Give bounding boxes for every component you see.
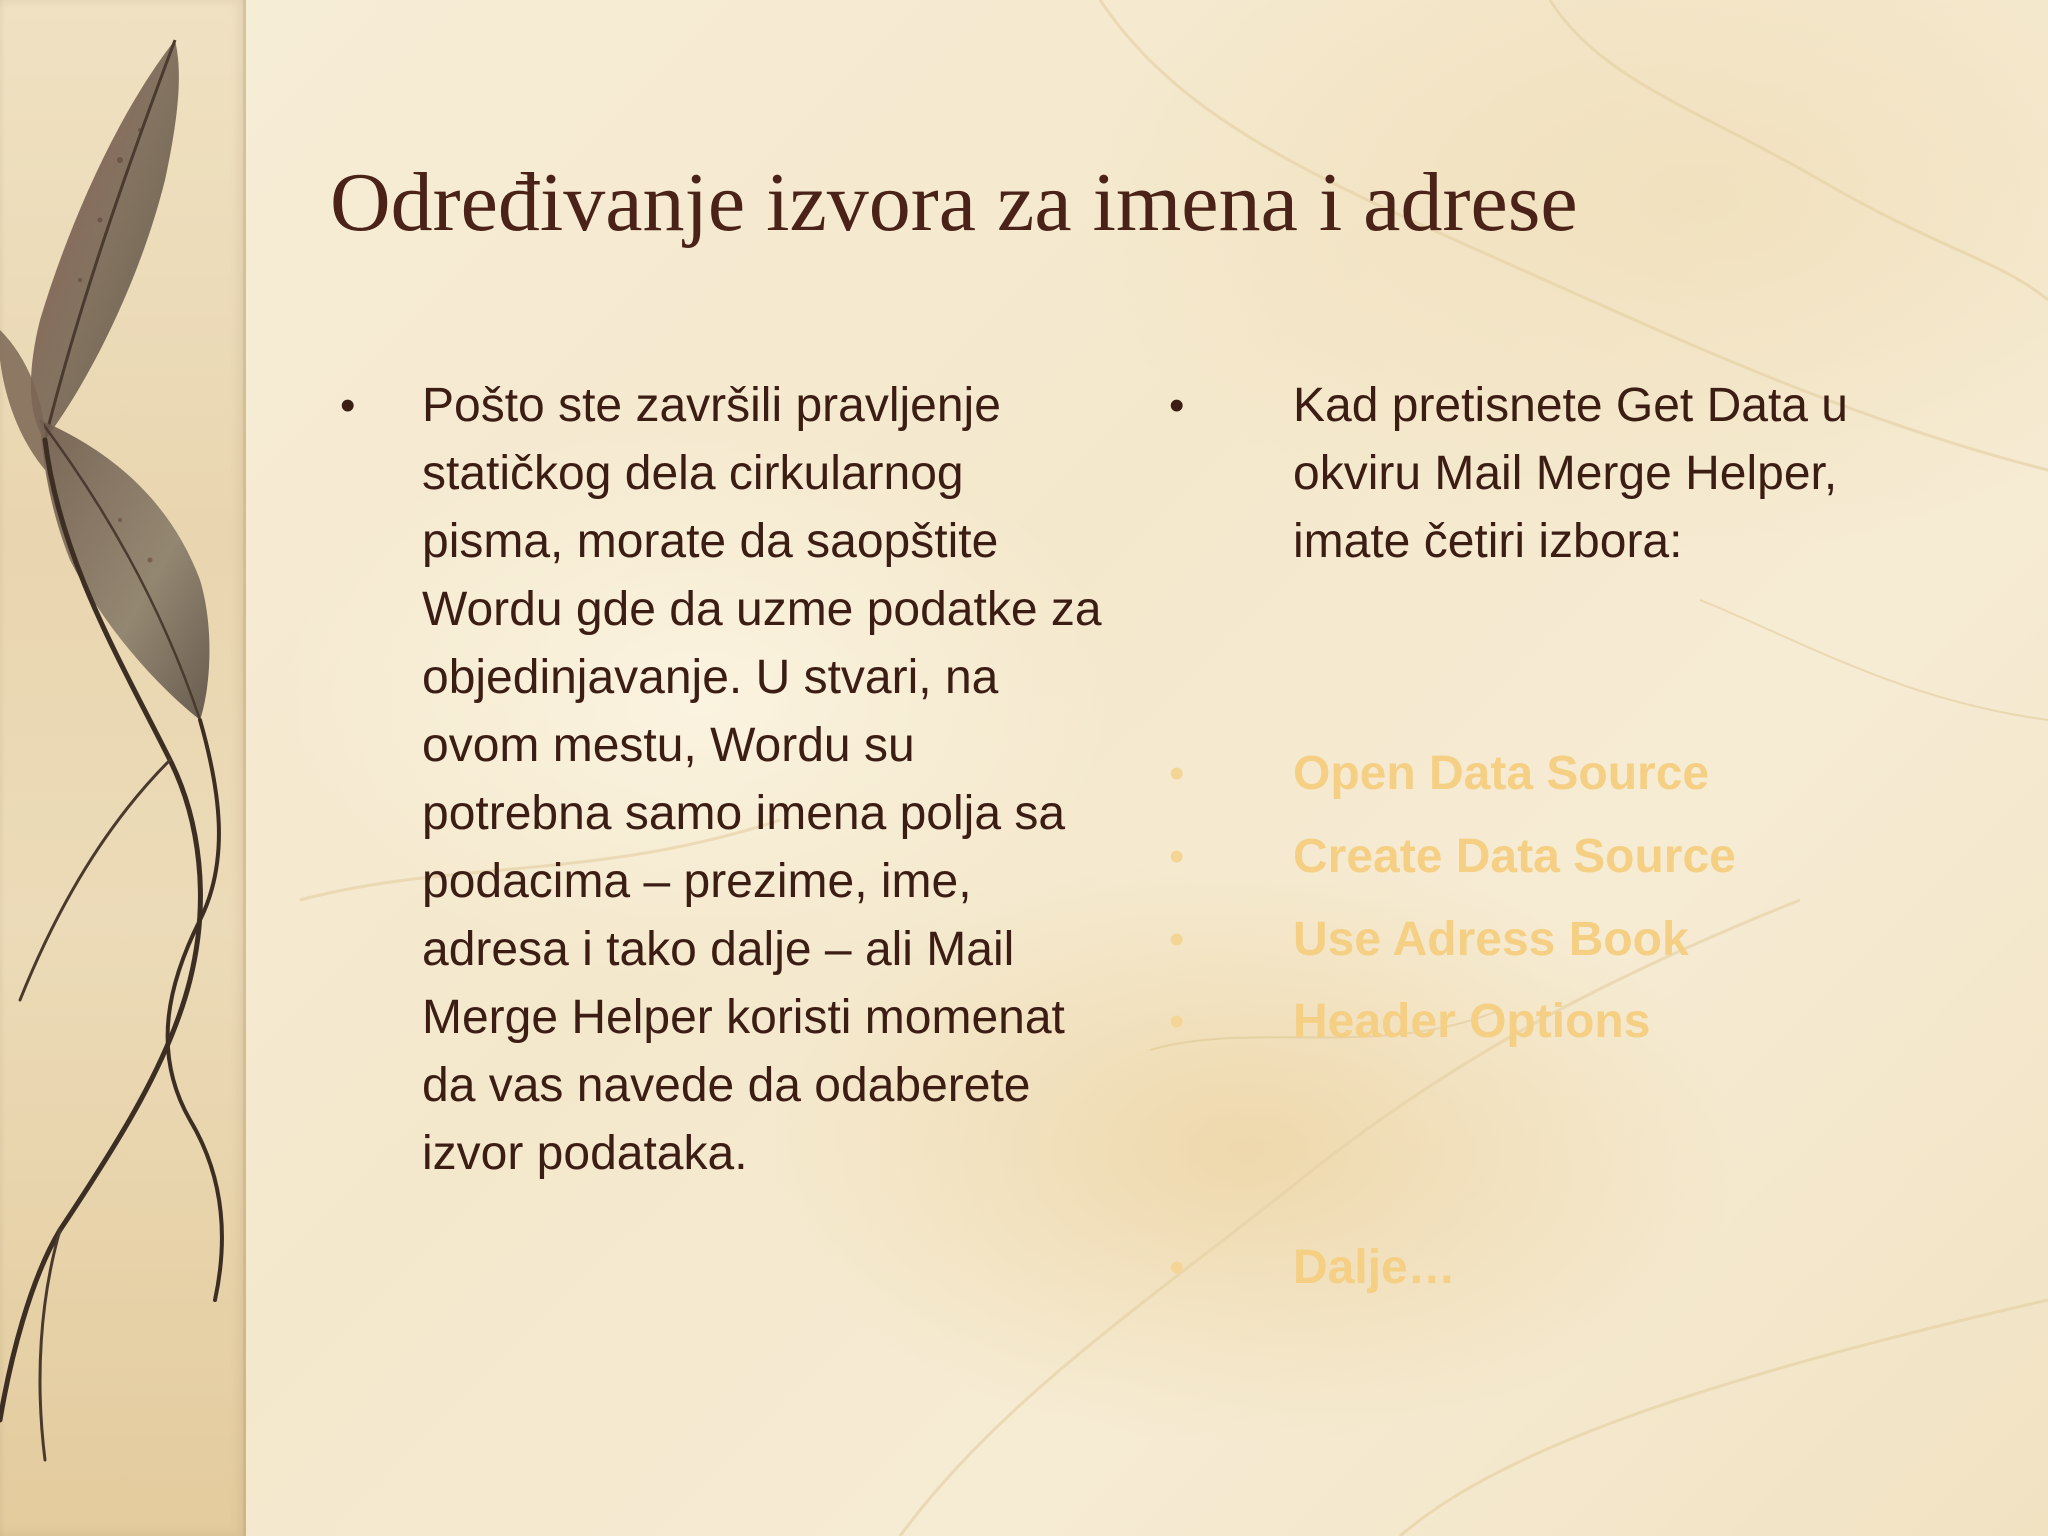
bullet-marker: • xyxy=(1169,997,1185,1046)
right-intro-text: Kad pretisnete Get Data u okviru Mail Merge Helper, imate četiri izbora: xyxy=(1293,379,1848,568)
bullet-marker: • xyxy=(340,381,356,430)
dried-leaf-branch-icon xyxy=(0,0,260,1536)
bullet-marker: • xyxy=(1169,749,1185,798)
option-label: Use Adress Book xyxy=(1293,913,1689,966)
bullet-marker: • xyxy=(1169,915,1185,964)
bullet-marker: • xyxy=(1169,381,1185,430)
bullet-marker: • xyxy=(1169,1243,1185,1292)
bullet-marker: • xyxy=(1169,832,1185,881)
left-column-paragraph: Pošto ste završili pravljenje statičkog dela cirkularnog pisma, morate da saopštite Wordu gde da uzme podatke za objedinjavanje. U stvari, na ovom mestu, Wordu su potrebna samo imena polja sa podacima – prezime, ime, adresa i tako dalje – ali Mail Merge Helper koristi momenat da vas navede da odaberete izvor podataka. xyxy=(422,379,1102,1180)
slide-title: Određivanje izvora za imena i adrese xyxy=(330,156,1578,249)
option-label: Header Options xyxy=(1293,995,1651,1048)
right-column xyxy=(1165,372,1965,1322)
next-label: Dalje… xyxy=(1293,1241,1456,1294)
option-label: Open Data Source xyxy=(1293,747,1710,800)
option-label: Create Data Source xyxy=(1293,830,1736,883)
